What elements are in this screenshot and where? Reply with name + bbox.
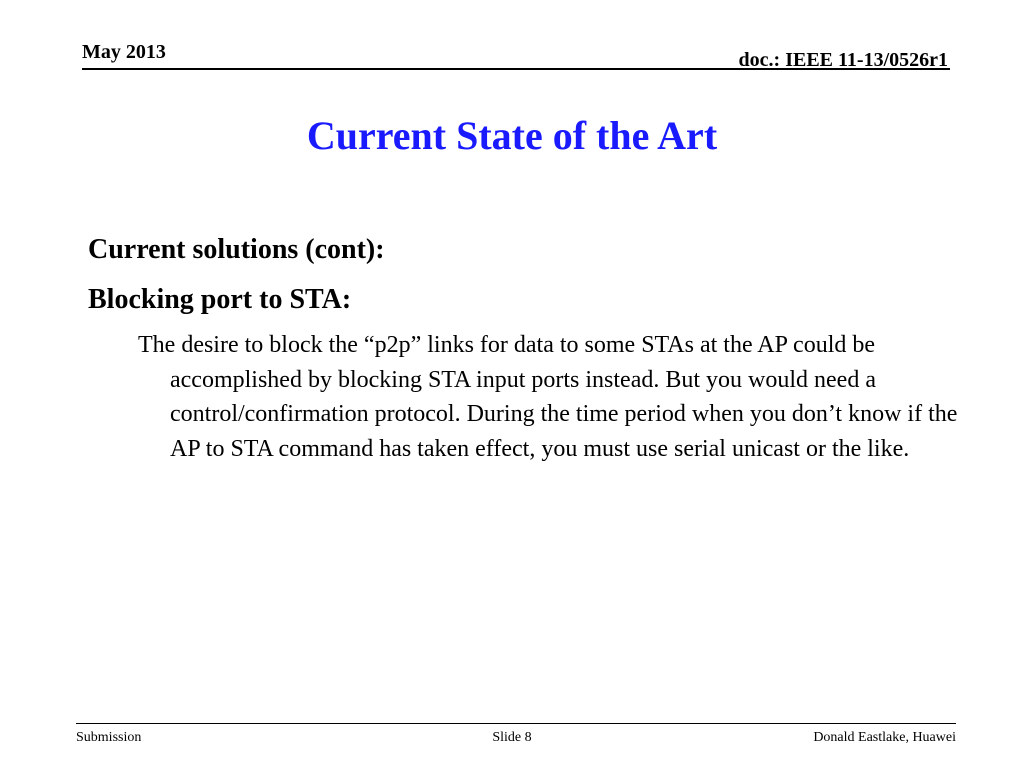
header-doc-id: doc.: IEEE 11-13/0526r1 xyxy=(738,49,948,71)
header-divider xyxy=(82,68,950,70)
header-date: May 2013 xyxy=(82,41,166,63)
footer-submission: Submission xyxy=(76,730,142,745)
footer-divider xyxy=(76,723,956,724)
footer-slide-number: Slide 8 xyxy=(492,730,532,745)
footer-author: Donald Eastlake, Huawei xyxy=(813,730,956,745)
body-paragraph: The desire to block the “p2p” links for data to some STAs at the AP could be accomplished by blocking STA input ports instead. But you would need a control/confirmation protocol. During the time period when you don’t know if the AP to STA command has taken effect, you must use serial unicast or the like. xyxy=(138,332,958,462)
heading-blocking-port: Blocking port to STA: xyxy=(88,284,352,315)
heading-current-solutions: Current solutions (cont): xyxy=(88,234,385,265)
slide-title: Current State of the Art xyxy=(306,113,718,158)
